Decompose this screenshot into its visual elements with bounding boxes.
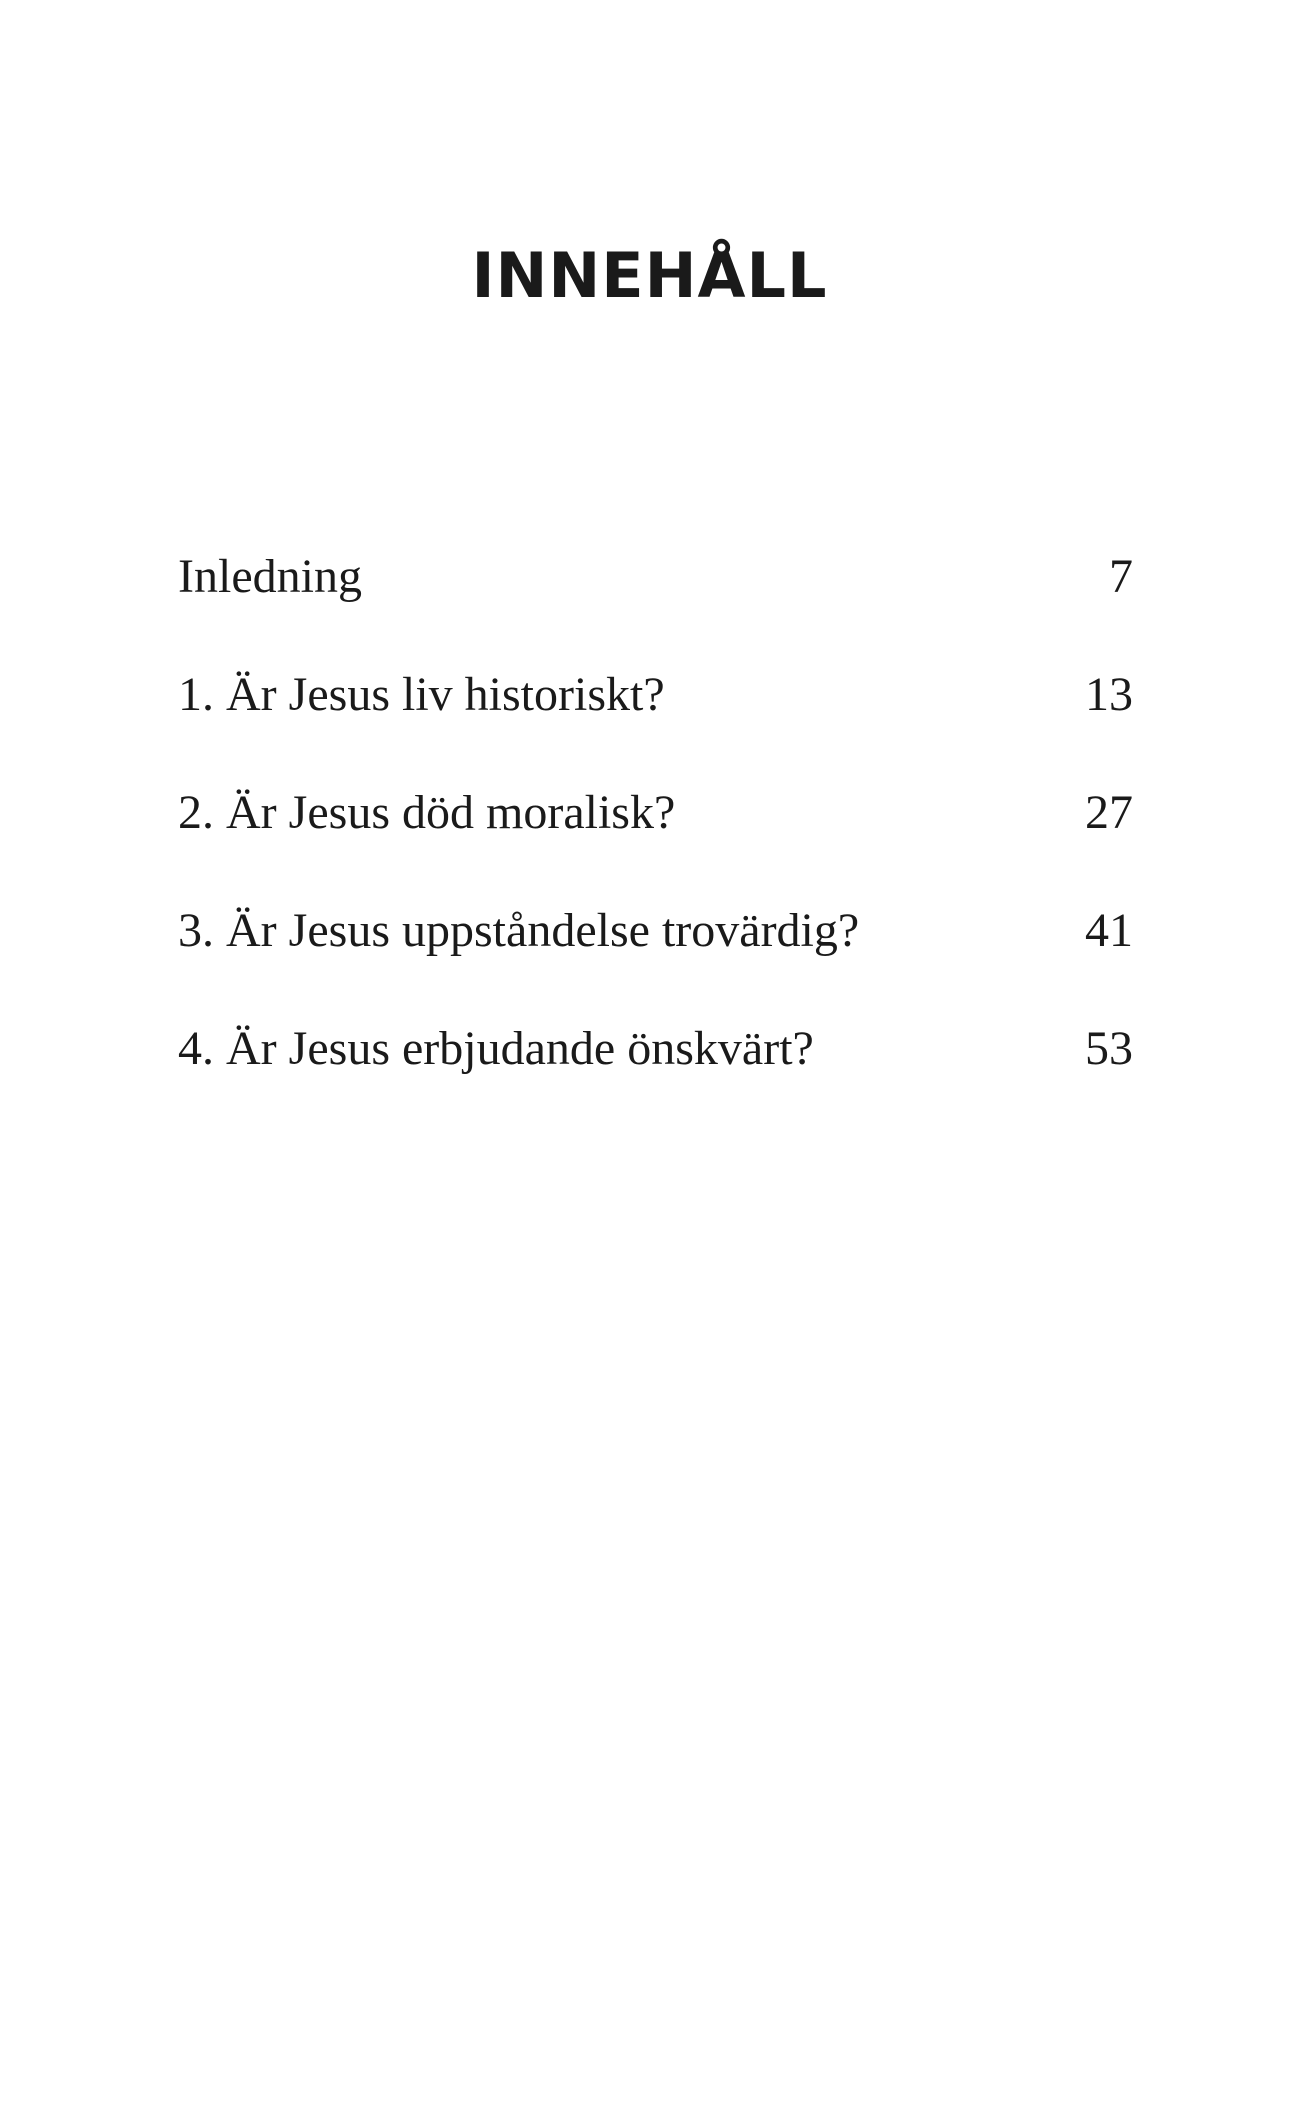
toc-entry-title: 4. Är Jesus erbjudande önskvärt? xyxy=(178,1022,814,1075)
toc-entry-title: 3. Är Jesus uppståndelse trovärdig? xyxy=(178,904,860,957)
toc-entry-page: 13 xyxy=(1085,668,1133,721)
page-title: INNEHÅLL xyxy=(471,239,828,312)
toc-entry xyxy=(178,1022,1133,1143)
toc-entry-title: 1. Är Jesus liv historiskt? xyxy=(178,668,665,721)
toc-entry-page: 7 xyxy=(1109,550,1133,603)
toc-entry-page: 41 xyxy=(1085,904,1133,957)
toc-entry xyxy=(178,550,1133,671)
toc-entry-page: 53 xyxy=(1085,1022,1133,1075)
toc-entry xyxy=(178,786,1133,907)
table-of-contents xyxy=(178,550,1133,1143)
toc-entry-title: Inledning xyxy=(178,550,362,603)
toc-entry-page: 27 xyxy=(1085,786,1133,839)
toc-entry-title: 2. Är Jesus död moralisk? xyxy=(178,786,676,839)
toc-entry xyxy=(178,904,1133,1025)
toc-entry xyxy=(178,668,1133,789)
